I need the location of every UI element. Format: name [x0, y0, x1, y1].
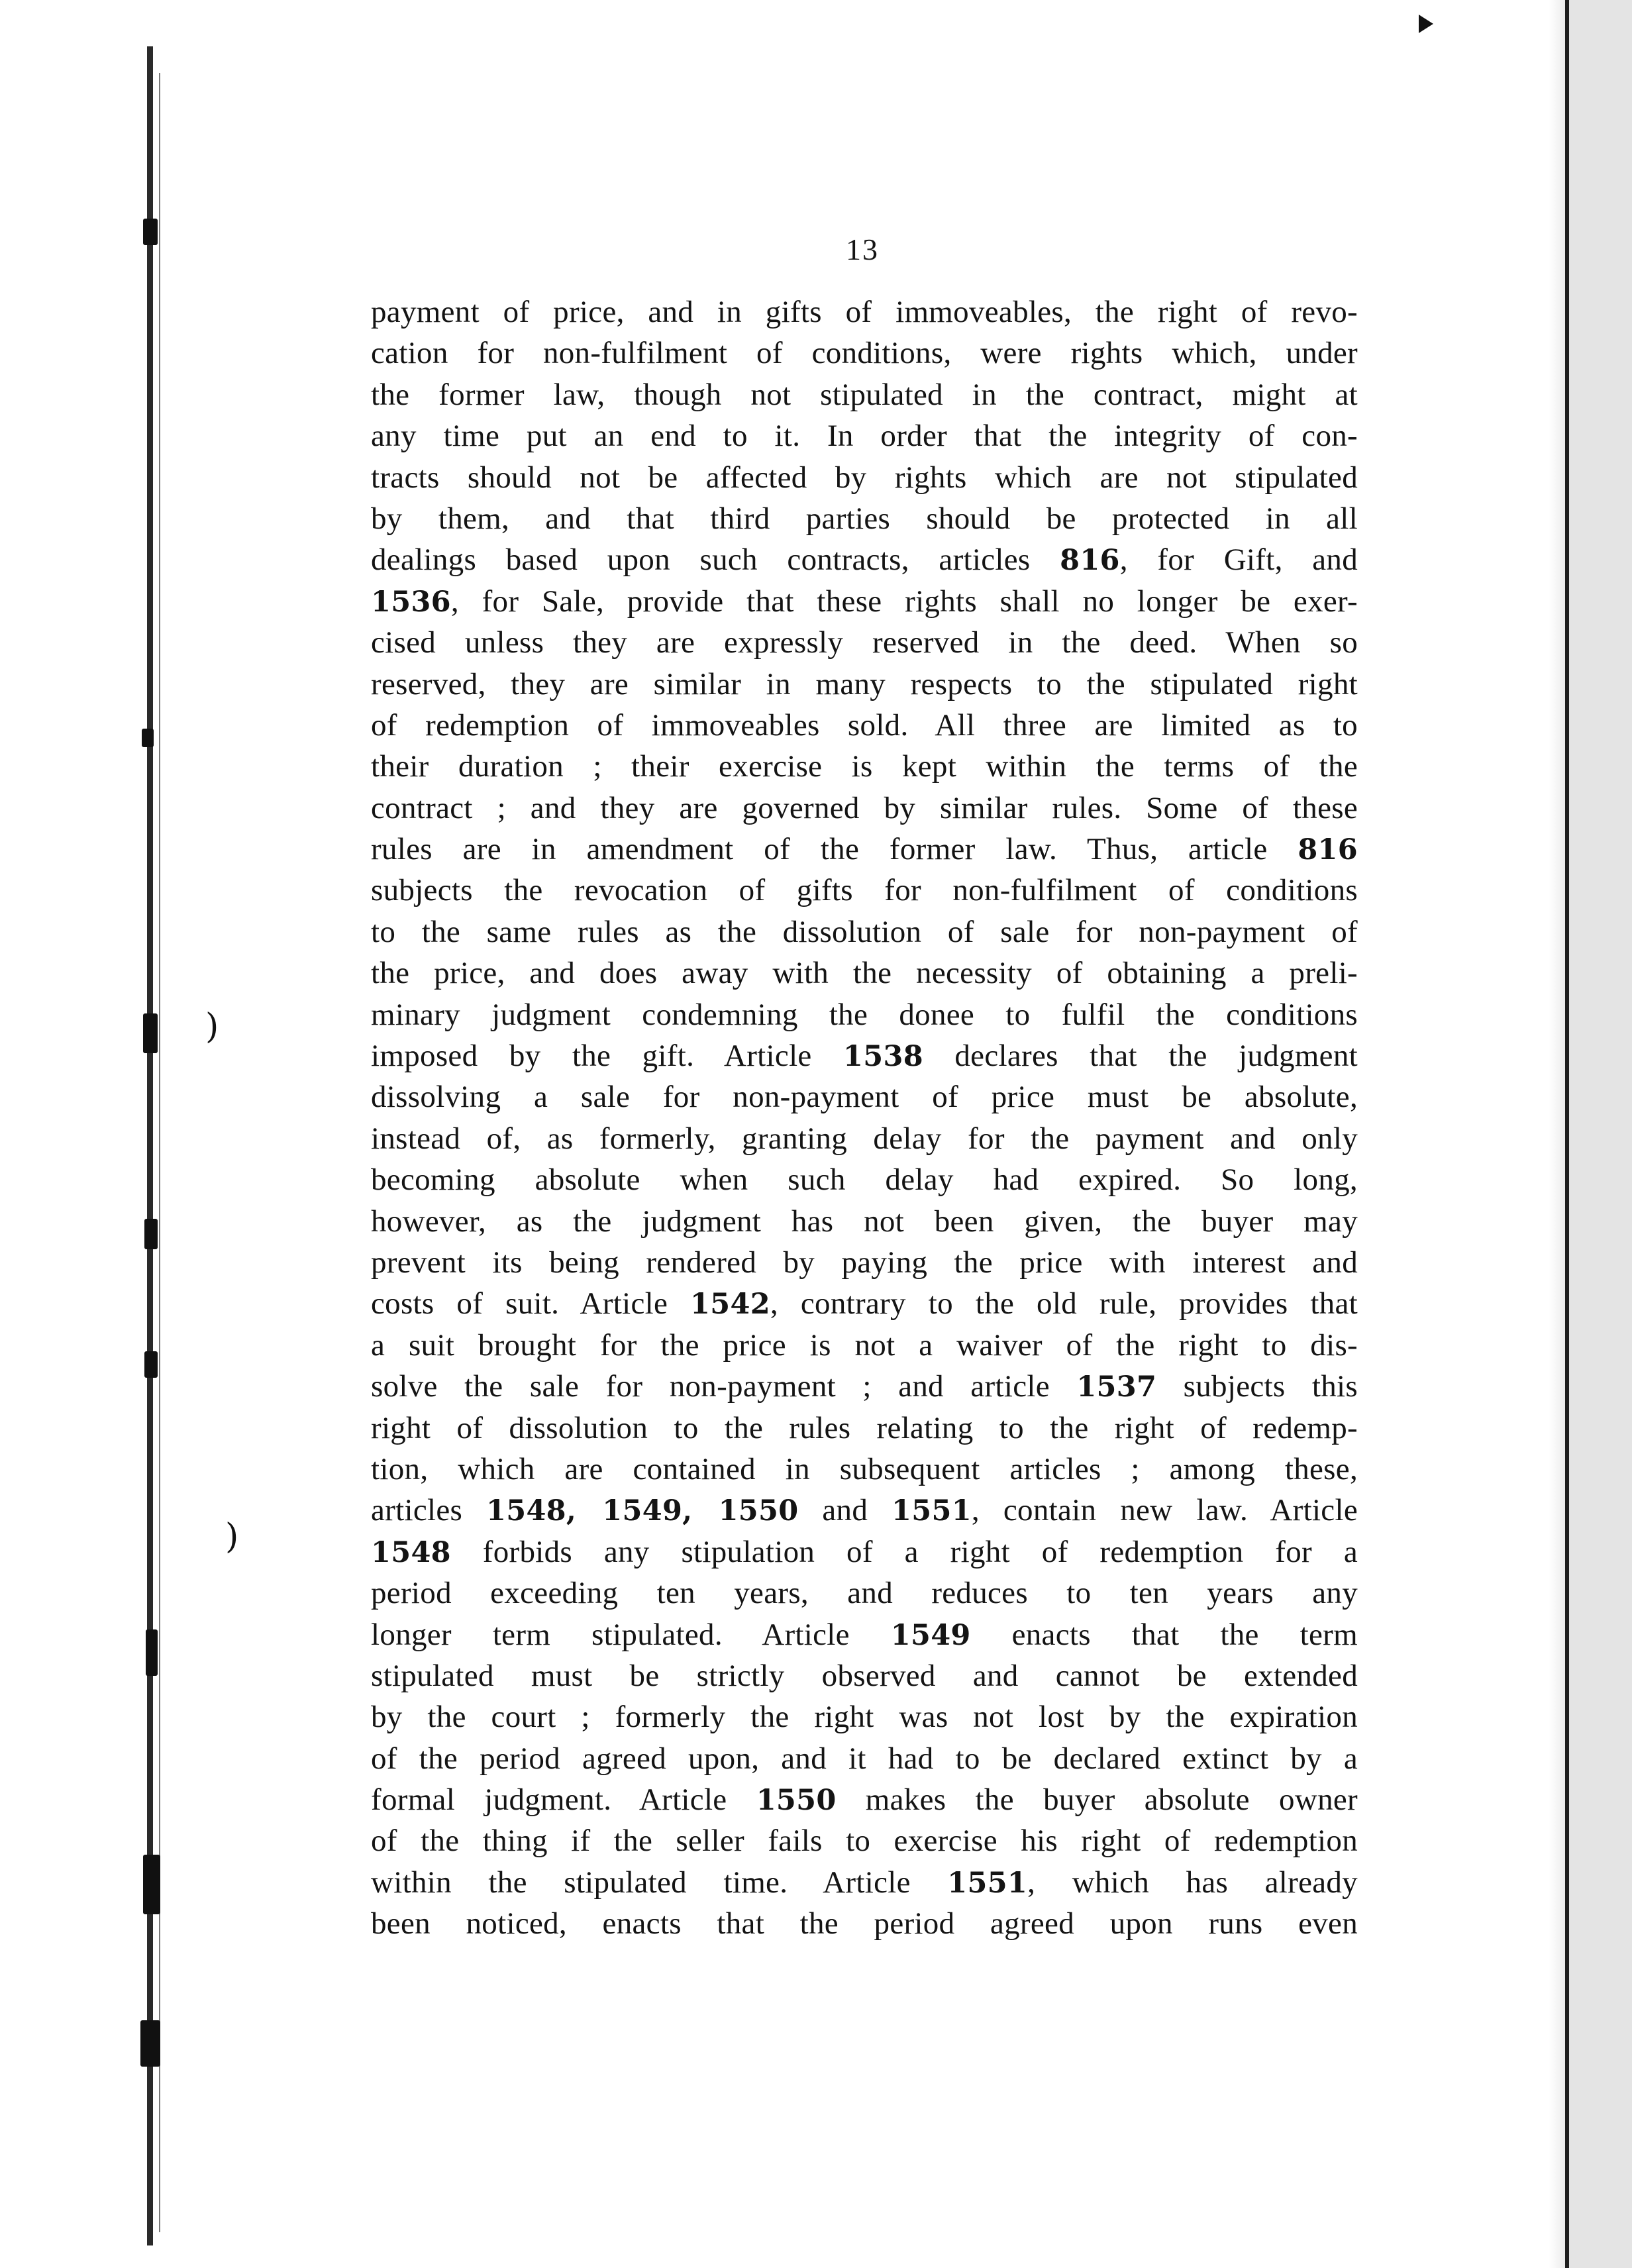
article-number: 1537	[1076, 1370, 1157, 1404]
text-line: formal judgment. Article 1550 makes the buyer absolute owner	[371, 1782, 1358, 1818]
text-line: instead of, as formerly, granting delay for the payment and only	[371, 1121, 1358, 1156]
text-line: to the same rules as the dissolution of sale for non-payment of	[371, 914, 1358, 949]
text-line: of the period agreed upon, and it had to be declared extinct by a	[371, 1741, 1358, 1776]
text-line: cised unless they are expressly reserved in the deed. When so	[371, 625, 1358, 660]
article-number: 1542	[690, 1288, 770, 1321]
article-number: 1548, 1549, 1550	[486, 1494, 799, 1528]
text-line: subjects the revocation of gifts for non-fulfilment of conditions	[371, 873, 1358, 908]
binding-mark	[144, 1219, 158, 1249]
text-line: dissolving a sale for non-payment of price must be absolute,	[371, 1080, 1358, 1115]
text-line: been noticed, enacts that the period agreed upon runs even	[371, 1906, 1358, 1941]
text-line: by the court ; formerly the right was not lost by the expiration	[371, 1700, 1358, 1735]
text-line: 1548 forbids any stipulation of a right of redemption for a	[371, 1534, 1358, 1569]
text-line: within the stipulated time. Article 1551, which has already	[371, 1865, 1358, 1900]
article-number: 1551	[947, 1866, 1028, 1900]
text-line: articles 1548, 1549, 1550 and 1551, contain new law. Article	[371, 1493, 1358, 1528]
text-line: right of dissolution to the rules relating to the right of redemp-	[371, 1410, 1358, 1445]
article-number: 1548	[371, 1535, 451, 1569]
binding-mark	[144, 1351, 158, 1378]
text-line: their duration ; their exercise is kept within the terms of the	[371, 749, 1358, 784]
binding-mark	[143, 1855, 160, 1914]
text-line: solve the sale for non-payment ; and article 1537 subjects this	[371, 1369, 1358, 1404]
article-number: 1551	[892, 1494, 972, 1528]
text-line: stipulated must be strictly observed and cannot be extended	[371, 1658, 1358, 1693]
text-line: period exceeding ten years, and reduces to ten years any	[371, 1576, 1358, 1611]
binding-mark	[143, 219, 158, 245]
article-number: 816	[1298, 833, 1358, 867]
binding-mark	[140, 2020, 160, 2067]
text-line: tracts should not be affected by rights which are not stipulated	[371, 460, 1358, 495]
text-line: payment of price, and in gifts of immoveables, the right of revo-	[371, 295, 1358, 329]
body-text	[371, 291, 1358, 1945]
article-number: 1538	[843, 1040, 923, 1074]
text-line: imposed by the gift. Article 1538 declares that the judgment	[371, 1039, 1358, 1074]
text-line: longer term stipulated. Article 1549 enacts that the term	[371, 1617, 1358, 1652]
text-line: the price, and does away with the necessity of obtaining a preli-	[371, 956, 1358, 991]
text-line: dealings based upon such contracts, articles 816, for Gift, and	[371, 542, 1358, 578]
page-number: 13	[846, 232, 879, 266]
text-line: becoming absolute when such delay had expired. So long,	[371, 1162, 1358, 1198]
text-line: a suit brought for the price is not a waiver of the right to dis-	[371, 1327, 1358, 1363]
stray-mark: )	[225, 1517, 239, 1557]
corner-mark	[1419, 15, 1433, 33]
binding-mark	[143, 1013, 158, 1053]
text-line: however, as the judgment has not been given, the buyer may	[371, 1204, 1358, 1239]
page-edge-shadow	[1549, 0, 1566, 2268]
text-line: by them, and that third parties should be protected in all	[371, 501, 1358, 536]
article-number: 1536	[371, 585, 451, 619]
binding-mark	[146, 1629, 158, 1676]
binding-mark	[142, 729, 154, 747]
text-line: rules are in amendment of the former law. Thus, article 816	[371, 832, 1358, 867]
scan-right-margin	[1565, 0, 1632, 2268]
text-line: minary judgment condemning the donee to fulfil the conditions	[371, 997, 1358, 1032]
text-line: tion, which are contained in subsequent articles ; among these,	[371, 1451, 1358, 1486]
article-number: 1549	[890, 1618, 971, 1652]
stray-mark: )	[205, 1007, 219, 1047]
text-line: costs of suit. Article 1542, contrary to the old rule, provides that	[371, 1286, 1358, 1321]
text-line: contract ; and they are governed by similar rules. Some of these	[371, 790, 1358, 825]
page-binding-edge	[147, 46, 153, 2245]
text-line: 1536, for Sale, provide that these rights shall no longer be exer-	[371, 584, 1358, 619]
text-line: any time put an end to it. In order that the integrity of con-	[371, 419, 1358, 454]
text-line: reserved, they are similar in many respects to the stipulated right	[371, 666, 1358, 701]
text-line: cation for non-fulfilment of conditions, were rights which, under	[371, 336, 1358, 371]
article-number: 1550	[756, 1784, 837, 1818]
text-line: the former law, though not stipulated in the contract, might at	[371, 377, 1358, 412]
scan-left-margin	[0, 0, 149, 2268]
text-line: of the thing if the seller fails to exercise his right of redemption	[371, 1824, 1358, 1859]
article-number: 816	[1060, 544, 1120, 578]
text-line: prevent its being rendered by paying the price with interest and	[371, 1245, 1358, 1280]
text-line: of redemption of immoveables sold. All three are limited as to	[371, 707, 1358, 743]
